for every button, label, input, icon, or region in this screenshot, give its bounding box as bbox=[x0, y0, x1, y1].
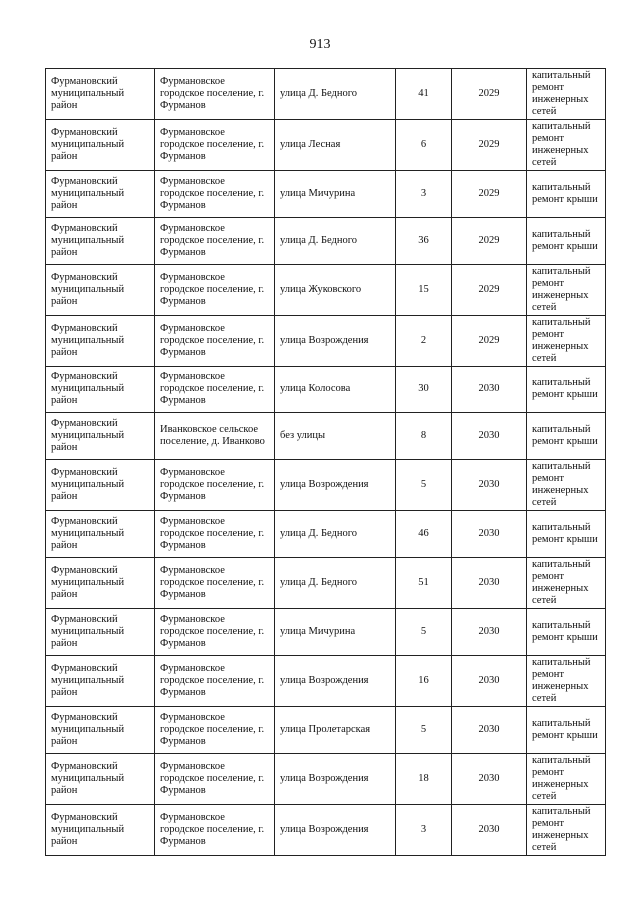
year-cell: 2029 bbox=[452, 120, 527, 171]
street-cell: улица Возрождения bbox=[275, 804, 396, 855]
street-cell: улица Возрождения bbox=[275, 655, 396, 706]
district-cell: Фурмановский муниципальный район bbox=[46, 315, 155, 366]
work-type-cell: капитальный ремонт крыши bbox=[527, 366, 606, 413]
table-row bbox=[46, 706, 606, 753]
district-cell: Фурмановский муниципальный район bbox=[46, 460, 155, 511]
settlement-cell: Фурмановское городское поселение, г. Фурманов bbox=[155, 557, 275, 608]
settlement-cell: Фурмановское городское поселение, г. Фурманов bbox=[155, 315, 275, 366]
settlement-cell: Фурмановское городское поселение, г. Фурманов bbox=[155, 460, 275, 511]
repair-schedule-table bbox=[45, 68, 606, 856]
street-cell: улица Д. Бедного bbox=[275, 511, 396, 558]
year-cell: 2030 bbox=[452, 608, 527, 655]
house-number-cell: 5 bbox=[396, 706, 452, 753]
street-cell: без улицы bbox=[275, 413, 396, 460]
house-number-cell: 5 bbox=[396, 460, 452, 511]
settlement-cell: Фурмановское городское поселение, г. Фурманов bbox=[155, 804, 275, 855]
settlement-cell: Фурмановское городское поселение, г. Фурманов bbox=[155, 120, 275, 171]
settlement-cell: Фурмановское городское поселение, г. Фурманов bbox=[155, 511, 275, 558]
settlement-cell: Фурмановское городское поселение, г. Фурманов bbox=[155, 753, 275, 804]
house-number-cell: 18 bbox=[396, 753, 452, 804]
page-number: 913 bbox=[309, 37, 331, 52]
work-type-cell: капитальный ремонт инженерных сетей bbox=[527, 315, 606, 366]
district-cell: Фурмановский муниципальный район bbox=[46, 804, 155, 855]
street-cell: улица Д. Бедного bbox=[275, 217, 396, 264]
work-type-cell: капитальный ремонт инженерных сетей bbox=[527, 804, 606, 855]
house-number-cell: 2 bbox=[396, 315, 452, 366]
district-cell: Фурмановский муниципальный район bbox=[46, 608, 155, 655]
street-cell: улица Колосова bbox=[275, 366, 396, 413]
settlement-cell: Фурмановское городское поселение, г. Фурманов bbox=[155, 608, 275, 655]
table-body bbox=[46, 69, 606, 856]
settlement-cell: Фурмановское городское поселение, г. Фурманов bbox=[155, 171, 275, 218]
house-number-cell: 46 bbox=[396, 511, 452, 558]
house-number-cell: 6 bbox=[396, 120, 452, 171]
year-cell: 2030 bbox=[452, 753, 527, 804]
table-row bbox=[46, 120, 606, 171]
settlement-cell: Фурмановское городское поселение, г. Фурманов bbox=[155, 217, 275, 264]
settlement-cell: Иванковское сельское поселение, д. Иванково bbox=[155, 413, 275, 460]
year-cell: 2029 bbox=[452, 171, 527, 218]
district-cell: Фурмановский муниципальный район bbox=[46, 511, 155, 558]
work-type-cell: капитальный ремонт инженерных сетей bbox=[527, 557, 606, 608]
year-cell: 2030 bbox=[452, 366, 527, 413]
table-row bbox=[46, 511, 606, 558]
settlement-cell: Фурмановское городское поселение, г. Фурманов bbox=[155, 655, 275, 706]
street-cell: улица Возрождения bbox=[275, 460, 396, 511]
table-row bbox=[46, 557, 606, 608]
year-cell: 2030 bbox=[452, 460, 527, 511]
district-cell: Фурмановский муниципальный район bbox=[46, 171, 155, 218]
work-type-cell: капитальный ремонт инженерных сетей bbox=[527, 120, 606, 171]
district-cell: Фурмановский муниципальный район bbox=[46, 264, 155, 315]
work-type-cell: капитальный ремонт крыши bbox=[527, 217, 606, 264]
work-type-cell: капитальный ремонт крыши bbox=[527, 706, 606, 753]
house-number-cell: 8 bbox=[396, 413, 452, 460]
street-cell: улица Мичурина bbox=[275, 608, 396, 655]
table-row bbox=[46, 804, 606, 855]
work-type-cell: капитальный ремонт крыши bbox=[527, 511, 606, 558]
table-row bbox=[46, 413, 606, 460]
year-cell: 2030 bbox=[452, 655, 527, 706]
work-type-cell: капитальный ремонт инженерных сетей bbox=[527, 264, 606, 315]
year-cell: 2029 bbox=[452, 315, 527, 366]
year-cell: 2030 bbox=[452, 511, 527, 558]
house-number-cell: 5 bbox=[396, 608, 452, 655]
house-number-cell: 15 bbox=[396, 264, 452, 315]
street-cell: улица Возрождения bbox=[275, 315, 396, 366]
table-row bbox=[46, 171, 606, 218]
settlement-cell: Фурмановское городское поселение, г. Фурманов bbox=[155, 366, 275, 413]
year-cell: 2030 bbox=[452, 413, 527, 460]
district-cell: Фурмановский муниципальный район bbox=[46, 217, 155, 264]
table-row bbox=[46, 608, 606, 655]
year-cell: 2029 bbox=[452, 69, 527, 120]
table-row bbox=[46, 655, 606, 706]
table-row bbox=[46, 264, 606, 315]
street-cell: улица Жуковского bbox=[275, 264, 396, 315]
district-cell: Фурмановский муниципальный район bbox=[46, 69, 155, 120]
year-cell: 2029 bbox=[452, 264, 527, 315]
street-cell: улица Пролетарская bbox=[275, 706, 396, 753]
house-number-cell: 16 bbox=[396, 655, 452, 706]
table-row bbox=[46, 217, 606, 264]
district-cell: Фурмановский муниципальный район bbox=[46, 557, 155, 608]
house-number-cell: 36 bbox=[396, 217, 452, 264]
work-type-cell: капитальный ремонт инженерных сетей bbox=[527, 753, 606, 804]
year-cell: 2030 bbox=[452, 557, 527, 608]
year-cell: 2030 bbox=[452, 706, 527, 753]
house-number-cell: 41 bbox=[396, 69, 452, 120]
work-type-cell: капитальный ремонт крыши bbox=[527, 171, 606, 218]
district-cell: Фурмановский муниципальный район bbox=[46, 366, 155, 413]
house-number-cell: 51 bbox=[396, 557, 452, 608]
year-cell: 2029 bbox=[452, 217, 527, 264]
street-cell: улица Лесная bbox=[275, 120, 396, 171]
table-row bbox=[46, 460, 606, 511]
table-row bbox=[46, 69, 606, 120]
street-cell: улица Возрождения bbox=[275, 753, 396, 804]
house-number-cell: 3 bbox=[396, 171, 452, 218]
table-row bbox=[46, 753, 606, 804]
street-cell: улица Мичурина bbox=[275, 171, 396, 218]
table-row bbox=[46, 366, 606, 413]
table-row bbox=[46, 315, 606, 366]
work-type-cell: капитальный ремонт инженерных сетей bbox=[527, 460, 606, 511]
district-cell: Фурмановский муниципальный район bbox=[46, 120, 155, 171]
settlement-cell: Фурмановское городское поселение, г. Фурманов bbox=[155, 69, 275, 120]
house-number-cell: 3 bbox=[396, 804, 452, 855]
district-cell: Фурмановский муниципальный район bbox=[46, 413, 155, 460]
work-type-cell: капитальный ремонт инженерных сетей bbox=[527, 655, 606, 706]
settlement-cell: Фурмановское городское поселение, г. Фурманов bbox=[155, 264, 275, 315]
year-cell: 2030 bbox=[452, 804, 527, 855]
work-type-cell: капитальный ремонт инженерных сетей bbox=[527, 69, 606, 120]
district-cell: Фурмановский муниципальный район bbox=[46, 706, 155, 753]
work-type-cell: капитальный ремонт крыши bbox=[527, 608, 606, 655]
settlement-cell: Фурмановское городское поселение, г. Фурманов bbox=[155, 706, 275, 753]
street-cell: улица Д. Бедного bbox=[275, 557, 396, 608]
district-cell: Фурмановский муниципальный район bbox=[46, 655, 155, 706]
street-cell: улица Д. Бедного bbox=[275, 69, 396, 120]
house-number-cell: 30 bbox=[396, 366, 452, 413]
work-type-cell: капитальный ремонт крыши bbox=[527, 413, 606, 460]
district-cell: Фурмановский муниципальный район bbox=[46, 753, 155, 804]
